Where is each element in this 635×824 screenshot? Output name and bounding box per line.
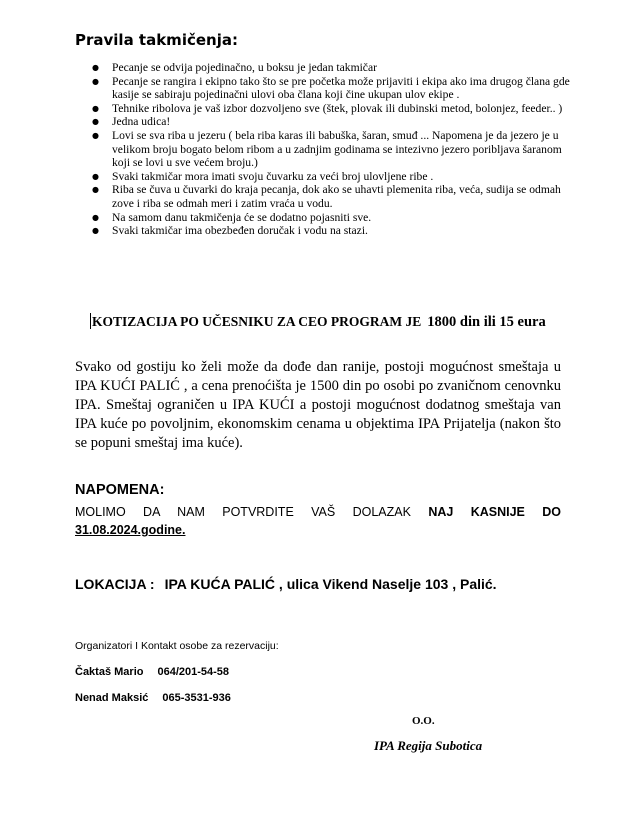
location-line [75, 576, 497, 592]
contact-phone: 064/201-54-58 [157, 666, 230, 678]
list-item: ● Pecanje se odvija pojedinačno, u boksu je jedan takmičar [92, 61, 572, 75]
list-item: ● Tehnike ribolova je vaš izbor dozvoljeno sve (štek, plovak ili dubinski metod, bolonjez, feeder.. ) [92, 102, 572, 116]
list-item: ● Lovi se sva riba u jezeru ( bela riba karas ili babuška, šaran, smuđ ... Napomena je da jezero je u velikom broju bogato belom ribom a u zadnjim godinama se intezivno jezero poribljava šaranom koji se lovi u sve većem broju.) [92, 129, 572, 170]
note-emphasis: NAJ KASNIJE DO [428, 505, 561, 519]
list-item: ● Svaki takmičar mora imati svoju čuvarku za veći broj ulovljene ribe . [92, 170, 572, 184]
organizers-label: Organizatori I Kontakt osobe za rezervaciju: [75, 640, 279, 652]
list-item: ● Pecanje se rangira i ekipno tako što se pre početka može prijaviti i ekipa ako ima drugog člana gde kasije se sabiraju pojedinačni ulovi oba člana koji čine ukupan ulov ekipe . [92, 75, 572, 102]
contact-row [75, 692, 231, 704]
note-text [75, 503, 561, 522]
signature: IPA Regija Subotica [374, 738, 483, 753]
note-deadline: 31.08.2024.godine. [75, 523, 186, 537]
note-request: MOLIMO DA NAM POTVRDITE VAŠ DOLAZAK [75, 505, 411, 519]
accommodation-paragraph: Svako od gostiju ko želi može da dođe dan ranije, postoji mogućnost smeštaja u IPA KUĆI PALIĆ , a cena prenoćišta je 1500 din po osobi po zvaničnom cenovnku IPA. Smeštaj ograničen u IPA KUĆI a postoji mogućnost dodatnog smeštaja van IPA kuće po povoljnim, ekonomskim cenama u objektima IPA Prijatelja (nakon što se popuni smeštaj ima kuće). [75, 359, 561, 451]
oo-label: O.O. [412, 715, 435, 727]
fee-label: KOTIZACIJA PO UČESNIKU ZA CEO PROGRAM JE [92, 314, 422, 329]
contact-phone: 065-3531-936 [162, 692, 231, 704]
location-value: IPA KUĆA PALIĆ , ulica Vikend Naselje 103 , Palić. [164, 576, 497, 592]
fee-line [90, 313, 590, 331]
note-title: NAPOMENA: [75, 482, 165, 498]
contact-name: Čaktaš Mario [75, 666, 144, 678]
fee-amount: 1800 din ili 15 eura [427, 314, 546, 330]
list-item: ● Riba se čuva u čuvarki do kraja pecanja, dok ako se uhavti plemenita riba, veća, sudija se odmah zove i riba se odmah meri i zatim vraća u vodu. [92, 183, 572, 210]
rules-list [92, 61, 572, 238]
list-item: ● Jedna udica! [92, 115, 572, 129]
contact-name: Nenad Maksić [75, 692, 149, 704]
location-label: LOKACIJA : [75, 576, 155, 592]
text-cursor [90, 313, 91, 329]
page-title: Pravila takmičenja: [75, 31, 238, 49]
list-item: ● Na samom danu takmičenja će se dodatno pojasniti sve. [92, 211, 572, 225]
list-item: ● Svaki takmičar ima obezbeđen doručak i vodu na stazi. [92, 224, 572, 238]
contact-row [75, 666, 229, 678]
